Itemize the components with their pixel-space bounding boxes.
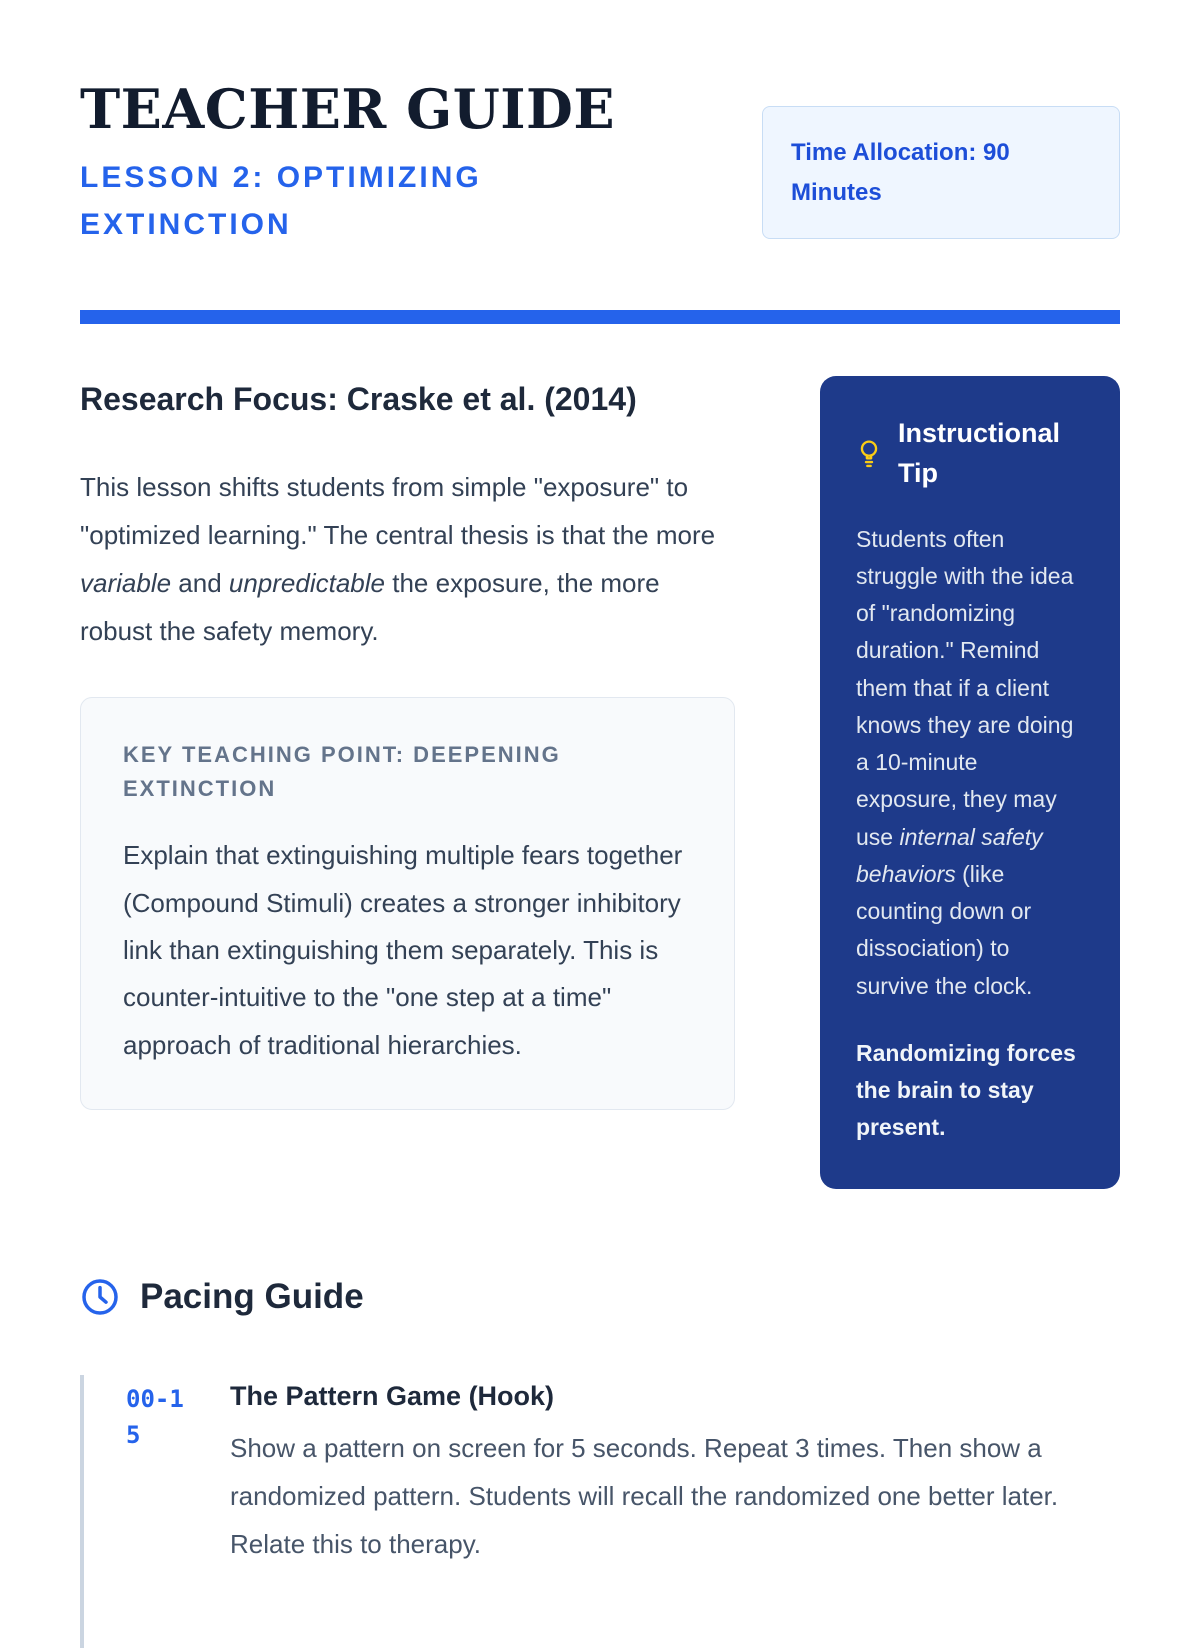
key-point-label: KEY TEACHING POINT: DEEPENING EXTINCTION bbox=[123, 742, 561, 802]
time-allocation-badge: Time Allocation: 90 Minutes bbox=[762, 106, 1120, 239]
main-content bbox=[80, 376, 1120, 1188]
instructional-tip-card bbox=[820, 376, 1120, 1188]
intro-segment-italic: unpredictable bbox=[228, 567, 386, 598]
intro-segment: and bbox=[171, 567, 229, 598]
research-section bbox=[80, 376, 735, 1188]
key-teaching-point-box bbox=[80, 697, 735, 1110]
intro-segment: the exposure, the more robust the safety memory. bbox=[80, 567, 660, 647]
page-title: TEACHER GUIDE bbox=[80, 77, 616, 141]
tip-segment: (like counting down or dissociation) to survive the clock. bbox=[856, 860, 1033, 999]
header bbox=[80, 0, 1120, 248]
pacing-guide-title: Pacing Guide bbox=[140, 1276, 364, 1316]
timeline-item-title: The Pattern Game (Hook) bbox=[230, 1380, 555, 1411]
pacing-guide-header bbox=[80, 1277, 1120, 1317]
intro-segment-italic: variable bbox=[80, 567, 172, 598]
research-heading: Research Focus: Craske et al. (2014) bbox=[80, 381, 637, 418]
key-point-body: Explain that extinguishing multiple fears together (Compound Stimuli) creates a stronger inhibitory link than extinguishing them separately. This is counter-intuitive to the "one step at a time" approach of traditional hierarchies. bbox=[123, 840, 683, 1060]
pacing-timeline bbox=[80, 1375, 1120, 1648]
lesson-subtitle: LESSON 2: OPTIMIZING EXTINCTION bbox=[80, 161, 482, 241]
accent-divider bbox=[80, 310, 1120, 324]
research-intro bbox=[80, 463, 735, 655]
timeline-item-content bbox=[230, 1381, 1110, 1568]
timeline-item-time: 00-15 bbox=[126, 1384, 184, 1449]
tip-segment-italic: internal safety behaviors bbox=[856, 823, 1043, 887]
tip-header bbox=[856, 414, 1084, 492]
intro-segment: This lesson shifts students from simple "exposure" to "optimized learning." The central thesis is that the more bbox=[80, 471, 716, 550]
tip-title: Instructional Tip bbox=[898, 418, 1061, 488]
tip-body bbox=[856, 521, 1084, 1005]
header-titles bbox=[80, 77, 680, 248]
timeline-item-description: Show a pattern on screen for 5 seconds. Repeat 3 times. Then show a randomized pattern. Students will recall the randomized one better later. Relate this to therapy. bbox=[230, 1432, 1059, 1559]
timeline-item bbox=[126, 1381, 1120, 1568]
tip-segment: Students often struggle with the idea of "randomizing duration." Remind them that if a client knows they are doing a 10-minute exposure, they may use bbox=[856, 525, 1074, 850]
tip-emphasis: Randomizing forces the brain to stay present. bbox=[856, 1039, 1076, 1141]
lightbulb-icon bbox=[856, 438, 882, 470]
clock-icon bbox=[80, 1277, 120, 1317]
